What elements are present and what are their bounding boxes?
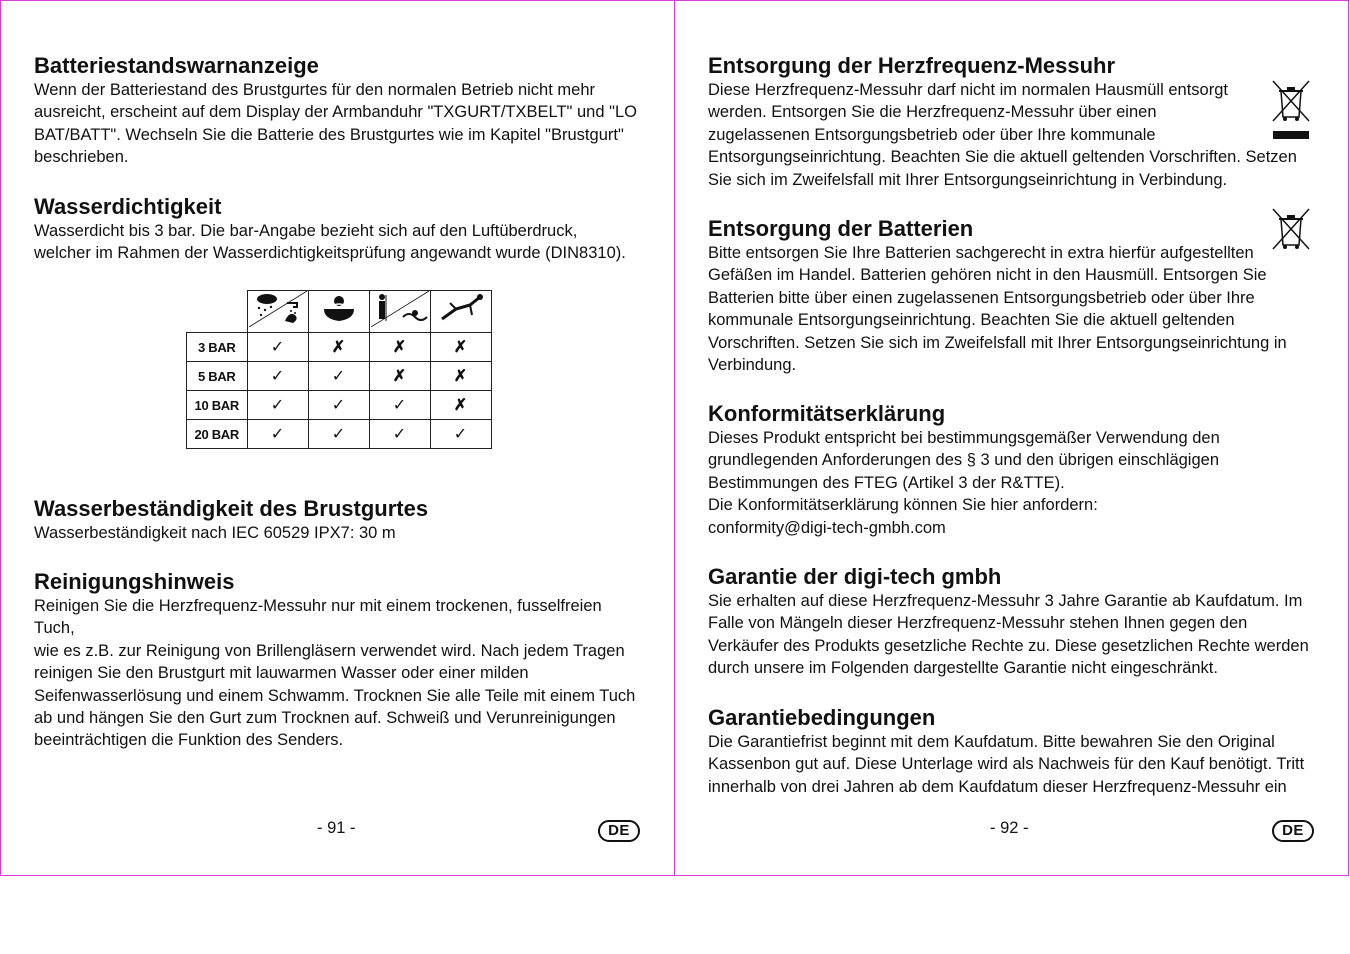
table-row	[187, 420, 492, 449]
body-line: grundlegenden Anforderungen des § 3 und den übrigen einschlägigen	[708, 451, 1220, 470]
row-label: 20 BAR	[187, 420, 248, 449]
body-line: BAT/BATT". Wechseln Sie die Batterie des Brustgurtes wie im Kapitel "Brustgurt"	[34, 125, 624, 144]
body-line: Sie erhalten auf diese Herzfrequenz-Messuhr 3 Jahre Garantie ab Kaufdatum. Im	[708, 592, 1303, 610]
section-conformity	[708, 401, 1313, 539]
body-line: Vorschriften. Setzen Sie sich im Zweifelsfall mit Ihrer Entsorgungseinrichtung in	[708, 333, 1287, 352]
section-title: Garantie der digi-tech gmbh	[708, 564, 1002, 589]
section-battery-warning	[34, 53, 644, 169]
body-line: Wasserdicht bis 3 bar. Die bar-Angabe bezieht sich auf den Luftüberdruck,	[34, 222, 578, 240]
shower-swim-icon	[369, 291, 430, 333]
right-page	[675, 0, 1349, 876]
section-title: Konformitätserklärung	[708, 401, 946, 426]
body-line: welcher im Rahmen der Wasserdichtigkeitsprüfung angewandt wurde (DIN8310).	[34, 244, 626, 263]
table-cell: ✓	[308, 362, 369, 391]
page-number: - 91 -	[317, 819, 356, 837]
body-line: reinigen Sie den Brustgurt mit lauwarmen Wasser oder einer milden	[34, 664, 529, 683]
rain-splash-icon	[247, 291, 308, 333]
body-line: ab und hängen Sie den Gurt zum Trocknen auf. Schweiß und Verunreinigungen	[34, 709, 616, 728]
body-line: wie es z.B. zur Reinigung von Brillengläsern verwendet wird. Nach jedem Tragen	[34, 641, 625, 660]
table-cell: ✓	[308, 420, 369, 449]
body-line: Bestimmungen des FTEG (Artikel 3 der R&TTE).	[708, 473, 1065, 492]
table-cell: ✓	[369, 391, 430, 420]
table-cell: ✗	[430, 391, 491, 420]
body-line: Bitte entsorgen Sie Ihre Batterien sachgerecht in extra hierfür aufgestellten	[708, 244, 1254, 262]
body-line: kommunale Entsorgungseinrichtung. Beachten Sie die aktuell geltenden	[708, 311, 1235, 330]
section-title: Entsorgung der Batterien	[708, 216, 974, 241]
language-badge: DE	[598, 820, 640, 842]
table-cell: ✗	[430, 333, 491, 362]
body-line: Wenn der Batteriestand des Brustgurtes für den normalen Betrieb nicht mehr	[34, 81, 595, 99]
table-cell: ✓	[247, 362, 308, 391]
row-label: 5 BAR	[187, 362, 248, 391]
body-line: Falle von Mängeln dieser Herzfrequenz-Messuhr stehen Ihnen gegen den	[708, 614, 1248, 633]
body-line: werden. Entsorgen Sie die Herzfrequenz-Messuhr über einen	[708, 103, 1157, 122]
page-number: - 92 -	[990, 819, 1029, 837]
body-line: Gefäßen im Handel. Batterien gehören nicht in den Hausmüll. Entsorgen Sie	[708, 266, 1267, 285]
body-line: Die Konformitätserklärung können Sie hier anfordern:	[708, 496, 1098, 515]
section-title: Entsorgung der Herzfrequenz-Messuhr	[708, 53, 1116, 78]
table-header-row	[187, 291, 492, 333]
section-title: Reinigungshinweis	[34, 569, 235, 594]
table-cell: ✓	[430, 420, 491, 449]
body-line: Dieses Produkt entspricht bei bestimmungsgemäßer Verwendung den	[708, 429, 1220, 447]
section-title: Batteriestandswarnanzeige	[34, 53, 319, 78]
section-water-resistance	[34, 194, 644, 265]
body-line: Reinigen Sie die Herzfrequenz-Messuhr nur mit einem trockenen, fusselfreien Tuch,	[34, 597, 602, 638]
table-cell: ✓	[247, 333, 308, 362]
bath-icon	[308, 291, 369, 333]
section-warranty	[708, 564, 1313, 680]
body-line: Sie sich im Zweifelsfall mit Ihrer Entsorgungseinrichtung in Verbindung.	[708, 170, 1228, 189]
body-line: Verkäufer des Produkts gesetzliche Rechte zu. Diese gesetzlichen Rechte werden	[708, 636, 1309, 655]
table-cell: ✓	[369, 420, 430, 449]
body-line: Wasserbeständigkeit nach IEC 60529 IPX7: 30 m	[34, 524, 396, 542]
body-line: innerhalb von drei Jahren ab dem Kaufdatum dieser Herzfrequenz-Messuhr ein	[708, 777, 1287, 796]
section-chest-strap-water	[34, 496, 644, 544]
table-row	[187, 391, 492, 420]
body-line: Diese Herzfrequenz-Messuhr darf nicht im normalen Hausmüll entsorgt	[708, 81, 1228, 99]
body-line: Batterien bitte über einen zugelassenen Entsorgungsbetrieb oder über Ihre	[708, 288, 1255, 307]
body-line: conformity@digi-tech-gmbh.com	[708, 518, 946, 537]
diving-icon	[430, 291, 491, 333]
body-line: durch unsere im Folgenden dargestellte Garantie nicht eingeschränkt.	[708, 659, 1218, 678]
body-line: Kassenbon gut auf. Diese Unterlage wird als Nachweis für den Kauf benötigt. Tritt	[708, 755, 1305, 774]
crossed-bin-icon	[1269, 207, 1313, 258]
table-cell: ✗	[308, 333, 369, 362]
language-badge: DE	[1272, 820, 1314, 842]
body-line: beschrieben.	[34, 148, 129, 167]
table-cell: ✗	[369, 333, 430, 362]
row-label: 10 BAR	[187, 391, 248, 420]
body-line: Verbindung.	[708, 356, 797, 375]
body-line: beeinträchtigen die Funktion des Senders.	[34, 731, 344, 750]
table-row	[187, 362, 492, 391]
section-title: Garantiebedingungen	[708, 705, 936, 730]
crossed-bin-icon	[1269, 79, 1313, 146]
table-cell: ✓	[308, 391, 369, 420]
section-watch-disposal	[708, 53, 1313, 191]
section-cleaning	[34, 569, 644, 752]
section-battery-disposal	[708, 216, 1313, 376]
body-line: Entsorgungseinrichtung. Beachten Sie die aktuell geltenden Vorschriften. Setzen	[708, 148, 1297, 167]
body-line: ausreicht, erscheint auf dem Display der Armbanduhr "TXGURT/TXBELT" und "LO	[34, 103, 637, 122]
row-label: 3 BAR	[187, 333, 248, 362]
table-row	[187, 333, 492, 362]
table-cell: ✓	[247, 420, 308, 449]
body-line: Seifenwasserlösung und einem Schwamm. Trocknen Sie alle Teile mit einem Tuch	[34, 686, 636, 705]
left-page	[0, 0, 675, 876]
table-cell: ✗	[369, 362, 430, 391]
section-title: Wasserdichtigkeit	[34, 194, 222, 219]
water-resistance-table	[186, 290, 492, 449]
body-line: Die Garantiefrist beginnt mit dem Kaufdatum. Bitte bewahren Sie den Original	[708, 733, 1275, 751]
section-warranty-terms	[708, 705, 1313, 798]
section-title: Wasserbeständigkeit des Brustgurtes	[34, 496, 429, 521]
table-cell: ✗	[430, 362, 491, 391]
table-cell: ✓	[247, 391, 308, 420]
body-line: zugelassenen Entsorgungsbetrieb oder über Ihre kommunale	[708, 125, 1156, 144]
